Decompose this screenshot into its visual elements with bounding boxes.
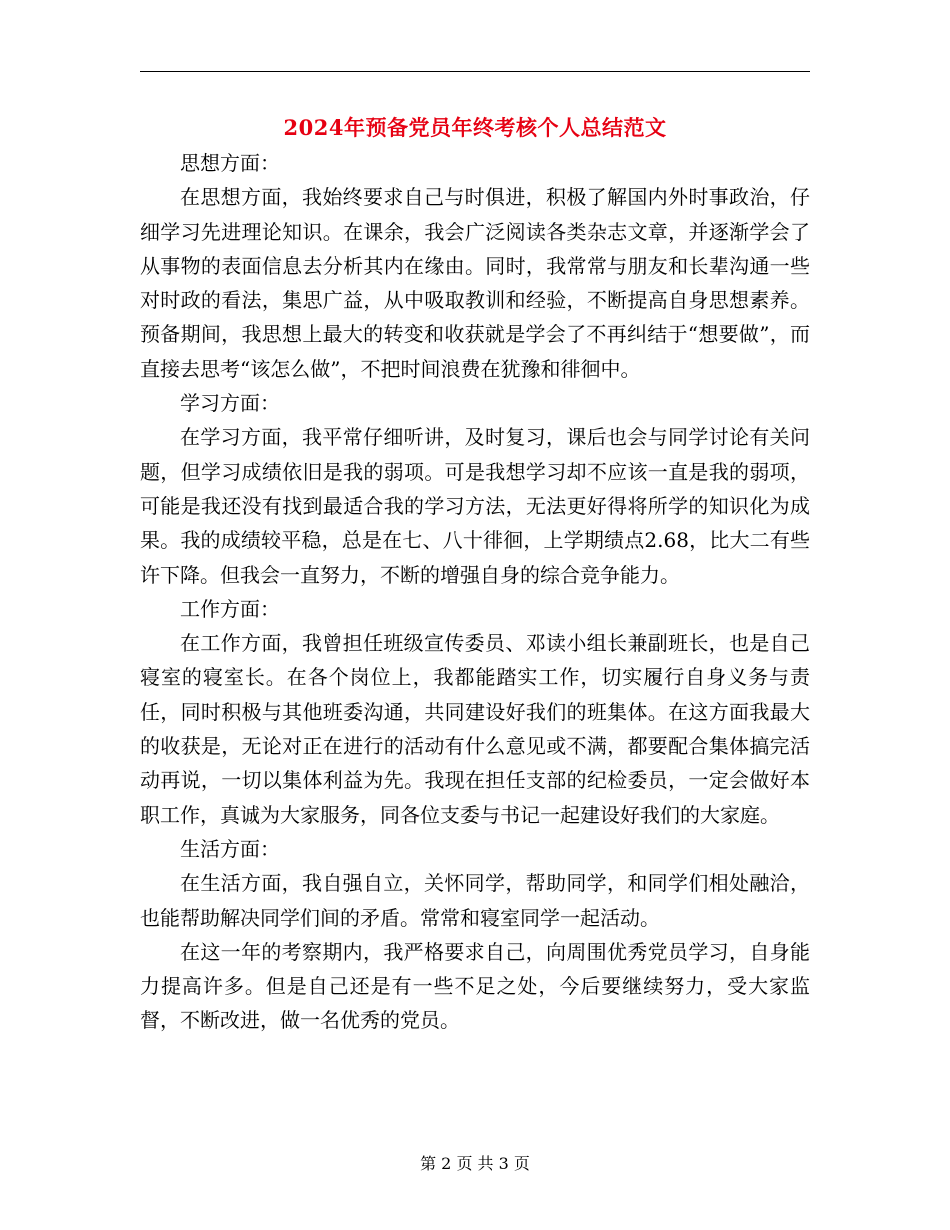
page-number: 第 2 页 共 3 页	[420, 1154, 530, 1173]
document-body	[140, 146, 810, 1038]
document-title: 2024年预备党员年终考核个人总结范文	[283, 115, 667, 140]
paragraph-thought: 在思想方面，我始终要求自己与时俱进，积极了解国内外时事政治，仔细学习先进理论知识。在课余，我会广泛阅读各类杂志文章，并逐渐学会了从事物的表面信息去分析其内在缘由。同时，我常常与朋友和长辈沟通一些对时政的看法，集思广益，从中吸取教训和经验，不断提高自身思想素养。预备期间，我思想上最大的转变和收获就是学会了不再纠结于“想要做”，而直接去思考“该怎么做”，不把时间浪费在犹豫和徘徊中。	[140, 185, 810, 381]
header-rule	[140, 71, 810, 72]
section-heading-study: 学习方面：	[180, 391, 280, 416]
paragraph-work: 在工作方面，我曾担任班级宣传委员、邓读小组长兼副班长，也是自己寝室的寝室长。在各个岗位上，我都能踏实工作，切实履行自身义务与责任，同时积极与其他班委沟通，共同建设好我们的班集体。在这方面我最大的收获是，无论对正在进行的活动有什么意见或不满，都要配合集体搞完活动再说，一切以集体利益为先。我现在担任支部的纪检委员，一定会做好本职工作，真诚为大家服务，同各位支委与书记一起建设好我们的大家庭。	[140, 631, 810, 827]
paragraph-study: 在学习方面，我平常仔细听讲，及时复习，课后也会与同学讨论有关问题，但学习成绩依旧是我的弱项。可是我想学习却不应该一直是我的弱项，可能是我还没有找到最适合我的学习方法，无法更好得将所学的知识化为成果。我的成绩较平稳，总是在七、八十徘徊，上学期绩点2.68，比大二有些许下降。但我会一直努力，不断的增强自身的综合竞争能力。	[140, 425, 810, 587]
paragraph-conclusion: 在这一年的考察期内，我严格要求自己，向周围优秀党员学习，自身能力提高许多。但是自己还是有一些不足之处，今后要继续努力，受大家监督，不断改进，做一名优秀的党员。	[140, 939, 810, 1033]
section-heading-thought: 思想方面：	[180, 151, 280, 175]
section-heading-life: 生活方面：	[180, 836, 280, 861]
section-heading-work: 工作方面：	[180, 596, 280, 621]
paragraph-life: 在生活方面，我自强自立，关怀同学，帮助同学，和同学们相处融洽，也能帮助解决同学们间的矛盾。常常和寝室同学一起活动。	[140, 871, 810, 930]
